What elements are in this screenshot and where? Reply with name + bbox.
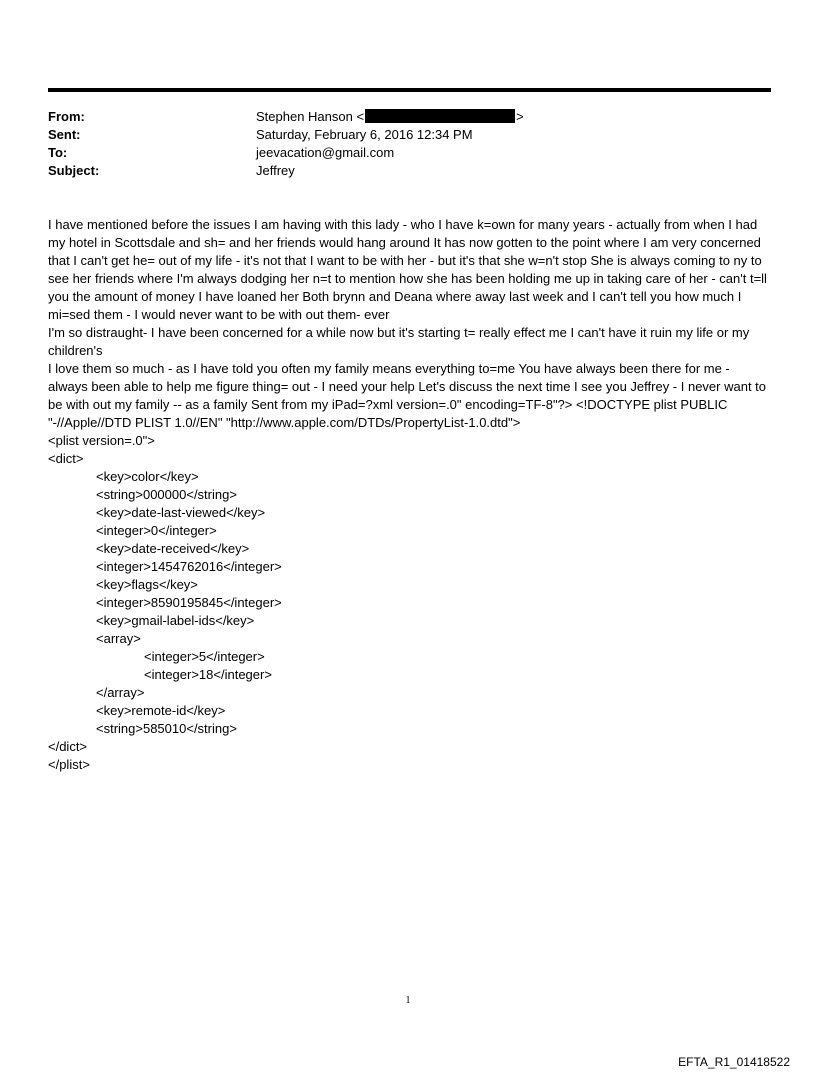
plist-line: <integer>0</integer> (96, 523, 217, 538)
email-body (48, 216, 770, 774)
to-label: To: (48, 145, 68, 160)
plist-line: <integer>5</integer> (144, 649, 265, 664)
plist-line: <string>585010</string> (96, 721, 237, 736)
to-value: jeevacation@gmail.com (256, 145, 395, 160)
plist-line: <key>flags</key> (96, 577, 198, 592)
plist-line: <key>gmail-label-ids</key> (96, 613, 255, 628)
bates-number: EFTA_R1_01418522 (678, 1055, 790, 1069)
from-value (256, 108, 768, 126)
plist-line: </array> (96, 685, 145, 700)
plist-line: <key>color</key> (96, 469, 199, 484)
to-row (48, 144, 768, 162)
plist-line: <string>000000</string> (96, 487, 237, 502)
plist-line: <key>date-received</key> (96, 541, 250, 556)
plist-line: <key>date-last-viewed</key> (96, 505, 266, 520)
plist-line: <plist version=.0"> (48, 433, 155, 448)
plist-line: </plist> (48, 757, 90, 772)
plist-line: <dict> (48, 451, 84, 466)
plist-line: <integer>1454762016</integer> (96, 559, 282, 574)
sent-value: Saturday, February 6, 2016 12:34 PM (256, 127, 473, 142)
plist-line: <array> (96, 631, 141, 646)
sent-label: Sent: (48, 127, 81, 142)
from-close-bracket: > (516, 109, 524, 124)
body-paragraph: I have mentioned before the issues I am having with this lady - who I have k=own for many years - actually from when I had my hotel in Scottsdale and sh= and her friends would hang around It has now gotten to the point where I am very concerned that I can't get he= out of my life - it's not that I want to be with her - but it's that she w=n't stop She is always coming to ny to see her friends where I'm always dodging her n=t to mention how she has been holding me up in taking care of her - can't t=ll you the amount of money I have loaned her Both brynn and Deana where away last week and I can't tell you how much I mi=sed them - I would never want to be with out them- ever (48, 217, 767, 322)
plist-line: <integer>8590195845</integer> (96, 595, 282, 610)
sent-row (48, 126, 768, 144)
plist-line: <key>remote-id</key> (96, 703, 226, 718)
redaction-block (365, 109, 515, 123)
plist-line: </dict> (48, 739, 88, 754)
subject-label: Subject: (48, 163, 100, 178)
from-name: Stephen Hanson (256, 109, 353, 124)
body-paragraph: I love them so much - as I have told you often my family means everything to=me You have always been there for me - always been able to help me figure thing= out - I need your help Let's discuss the next time I see you Jeffrey - I never want to be with out my family -- as a family Sent from my iPad=?xml version=.0" encoding=TF-8"?> <!DOCTYPE plist PUBLIC "-//Apple//DTD PLIST 1.0//EN" "http://www.apple.com/DTDs/PropertyList-1.0.dtd"> (48, 361, 767, 430)
from-label: From: (48, 109, 85, 124)
subject-value: Jeffrey (256, 163, 295, 178)
plist-block (48, 432, 770, 774)
page-number: 1 (405, 995, 411, 1006)
from-row (48, 108, 768, 126)
plist-line: <integer>18</integer> (144, 667, 272, 682)
from-open-bracket: < (356, 109, 365, 124)
header-rule (48, 88, 771, 92)
email-header (48, 108, 768, 180)
subject-row (48, 162, 768, 180)
body-paragraph: I'm so distraught- I have been concerned for a while now but it's starting t= really effect me I can't have it ruin my life or my children's (48, 325, 750, 358)
